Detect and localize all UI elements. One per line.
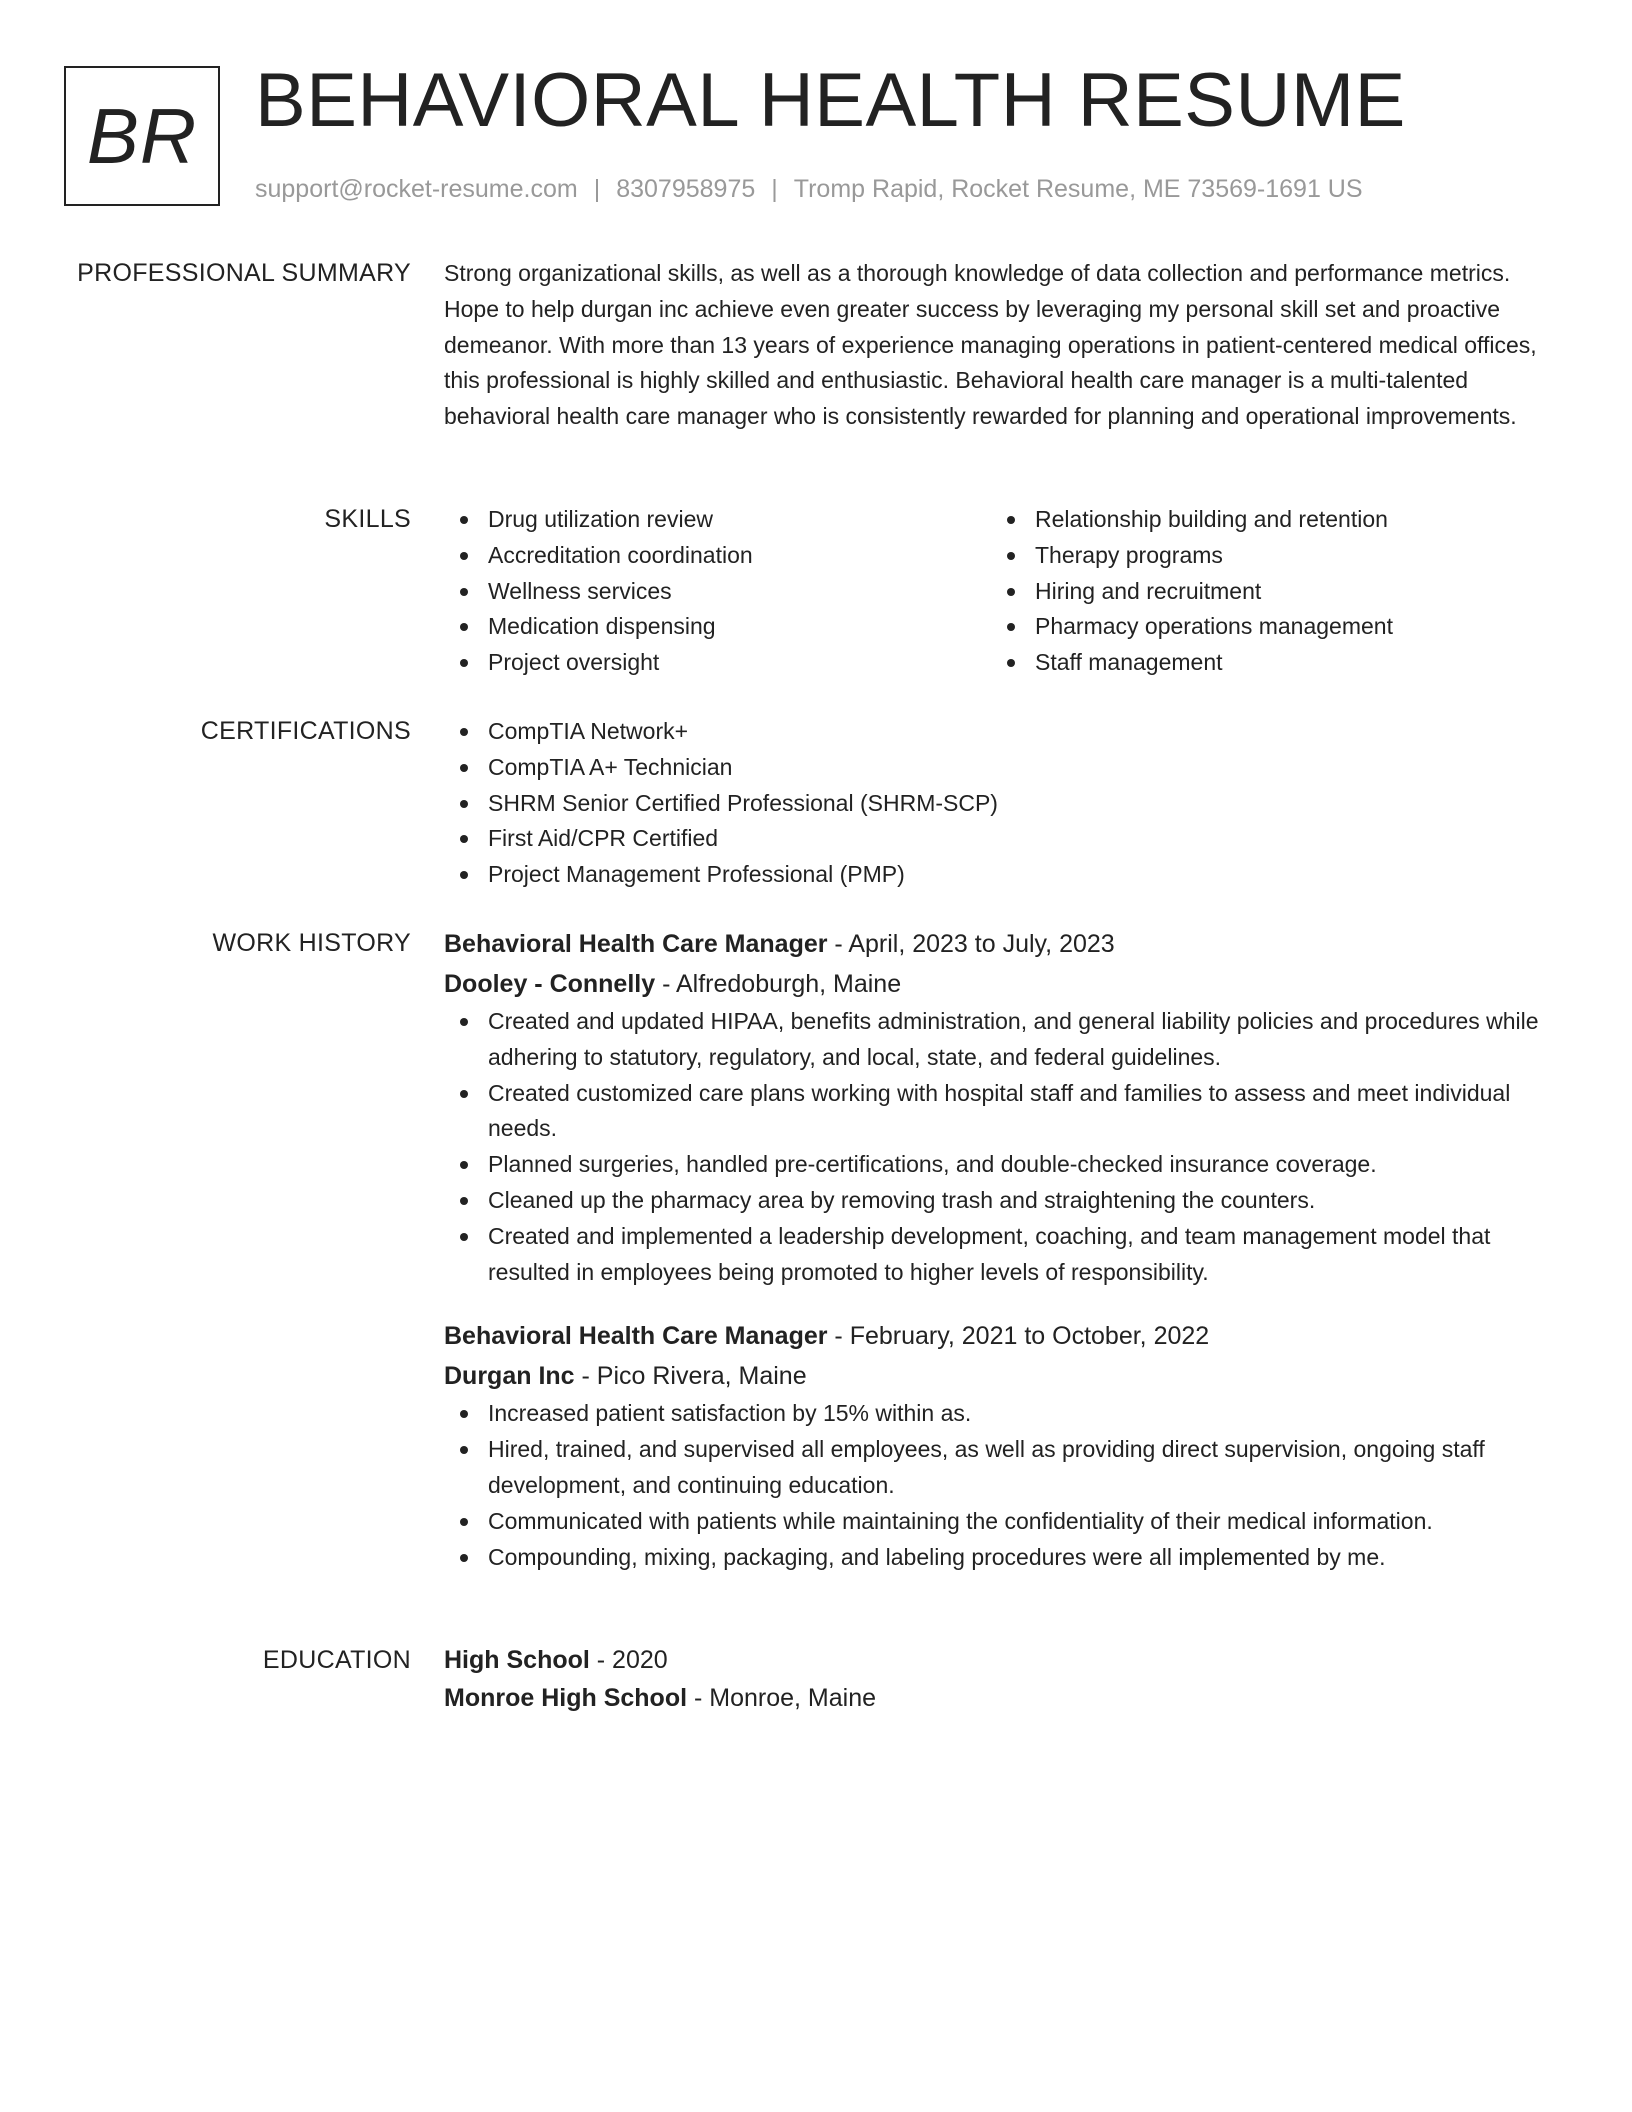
contact-separator: | bbox=[593, 175, 601, 203]
job-bullet: Created and updated HIPAA, benefits administration, and general liability policies and procedures while adhering to statutory, regulatory, and local, state, and federal guidelines. bbox=[444, 1004, 1564, 1076]
section-label-certifications: CERTIFICATIONS bbox=[200, 717, 411, 745]
job-bullet: Communicated with patients while maintaining the confidentiality of their medical information. bbox=[444, 1504, 1564, 1540]
job-title: Behavioral Health Care Manager bbox=[444, 1322, 828, 1351]
skill-item: Drug utilization review bbox=[444, 502, 984, 538]
education-body bbox=[444, 1640, 1564, 1716]
job-dates: - April, 2023 to July, 2023 bbox=[827, 930, 1115, 958]
job-bullet: Created and implemented a leadership development, coaching, and team management model that resulted in employees being promoted to higher levels of responsibility. bbox=[444, 1219, 1564, 1291]
contact-address: Tromp Rapid, Rocket Resume, ME 73569-1691 US bbox=[793, 175, 1363, 203]
education-degree-line bbox=[444, 1640, 1564, 1680]
skills-column-left bbox=[444, 502, 984, 681]
skill-item: Accreditation coordination bbox=[444, 538, 984, 574]
contact-separator: | bbox=[771, 175, 778, 203]
contact-line bbox=[255, 172, 1363, 206]
certifications-list bbox=[444, 714, 1564, 893]
job-bullet: Increased patient satisfaction by 15% within as. bbox=[444, 1396, 1564, 1432]
education-degree: High School bbox=[444, 1646, 590, 1674]
skill-item: Medication dispensing bbox=[444, 609, 984, 645]
certifications-body bbox=[444, 714, 1564, 893]
education-school-line bbox=[444, 1680, 1564, 1716]
job-location: - Alfredoburgh, Maine bbox=[655, 970, 902, 998]
education-school: Monroe High School bbox=[444, 1684, 688, 1712]
job-bullet: Created customized care plans working with hospital staff and families to assess and meet individual needs. bbox=[444, 1076, 1564, 1148]
contact-email[interactable]: support@rocket-resume.com bbox=[255, 175, 578, 203]
job-title-line bbox=[444, 924, 1564, 964]
skills-column-right bbox=[991, 502, 1531, 681]
job-company-line bbox=[444, 964, 1564, 1004]
summary-text: Strong organizational skills, as well as a thorough knowledge of data collection and performance metrics. Hope to help durgan inc achieve even greater success by leveraging my personal skill set and proactive demeanor. With more than 13 years of experience managing operations in patient-centered medical offices, this professional is highly skilled and enthusiastic. Behavioral health care manager is a multi-talented behavioral health care manager who is consistently rewarded for planning and operational improvements. bbox=[444, 260, 1537, 430]
skill-item: Relationship building and retention bbox=[991, 502, 1531, 538]
job-company: Durgan Inc bbox=[444, 1362, 575, 1391]
resume-title: BEHAVIORAL HEALTH RESUME bbox=[255, 58, 1406, 143]
job-bullet: Cleaned up the pharmacy area by removing trash and straightening the counters. bbox=[444, 1183, 1564, 1219]
job-bullets bbox=[444, 1004, 1564, 1290]
contact-phone[interactable]: 8307958975 bbox=[616, 175, 756, 203]
job-bullet: Hired, trained, and supervised all employees, as well as providing direct supervision, ongoing staff development, and continuing education. bbox=[444, 1432, 1564, 1504]
education-year: - 2020 bbox=[589, 1646, 668, 1674]
certification-item: CompTIA Network+ bbox=[444, 714, 1564, 750]
section-label-skills: SKILLS bbox=[324, 505, 411, 533]
skill-item: Staff management bbox=[991, 645, 1531, 681]
job-company-line bbox=[444, 1356, 1564, 1396]
work-history-body bbox=[444, 924, 1564, 1575]
job-bullets bbox=[444, 1396, 1564, 1575]
certification-item: First Aid/CPR Certified bbox=[444, 821, 1564, 857]
skill-item: Pharmacy operations management bbox=[991, 609, 1531, 645]
certification-item: Project Management Professional (PMP) bbox=[444, 857, 1564, 893]
monogram-initials: BR bbox=[64, 66, 220, 206]
education-location: - Monroe, Maine bbox=[687, 1684, 877, 1712]
summary-body bbox=[444, 256, 1564, 435]
section-label-education: EDUCATION bbox=[262, 1646, 411, 1674]
job-company: Dooley - Connelly bbox=[444, 970, 656, 998]
skills-list-left bbox=[444, 502, 984, 681]
skill-item: Project oversight bbox=[444, 645, 984, 681]
job-dates: - February, 2021 to October, 2022 bbox=[827, 1322, 1210, 1351]
job-location: - Pico Rivera, Maine bbox=[574, 1362, 807, 1391]
job-entry bbox=[444, 1316, 1564, 1575]
job-bullet: Planned surgeries, handled pre-certifications, and double-checked insurance coverage. bbox=[444, 1147, 1564, 1183]
certification-item: SHRM Senior Certified Professional (SHRM-SCP) bbox=[444, 786, 1564, 822]
skill-item: Therapy programs bbox=[991, 538, 1531, 574]
job-bullet: Compounding, mixing, packaging, and labeling procedures were all implemented by me. bbox=[444, 1540, 1564, 1576]
job-entry bbox=[444, 924, 1564, 1290]
skill-item: Hiring and recruitment bbox=[991, 574, 1531, 610]
skills-list-right bbox=[991, 502, 1531, 681]
skill-item: Wellness services bbox=[444, 574, 984, 610]
job-title: Behavioral Health Care Manager bbox=[444, 930, 828, 958]
job-title-line bbox=[444, 1316, 1564, 1356]
certification-item: CompTIA A+ Technician bbox=[444, 750, 1564, 786]
section-label-work-history: WORK HISTORY bbox=[212, 929, 411, 957]
section-label-summary: PROFESSIONAL SUMMARY bbox=[77, 259, 411, 287]
